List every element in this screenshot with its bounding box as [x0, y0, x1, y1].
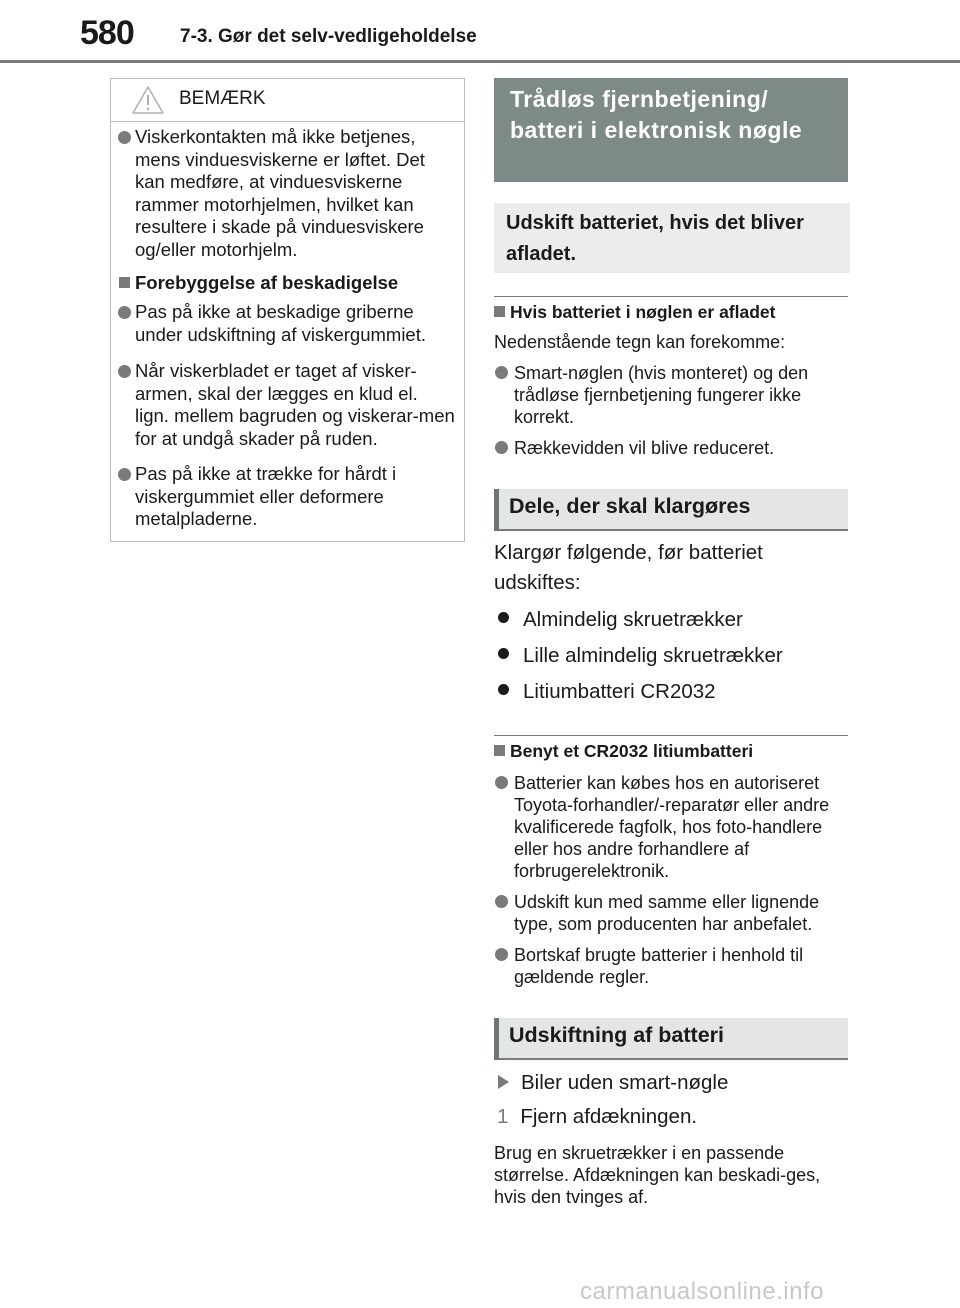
bullet-icon — [495, 366, 508, 379]
note-item: Pas på ikke at beskadige griberne under udskiftning af viskergummiet. — [135, 301, 455, 346]
bullet-icon — [495, 441, 508, 454]
bullet-icon — [118, 468, 131, 481]
step-item: 1 Fjern afdækningen. — [497, 1105, 698, 1128]
bullet-icon — [118, 131, 131, 144]
bullet-icon — [495, 776, 508, 789]
heading-bar-parts — [494, 489, 848, 531]
heading-replace: Udskiftning af batteri — [509, 1023, 725, 1047]
step-number: 1 — [497, 1105, 509, 1128]
list-item: Litiumbatteri CR2032 — [494, 680, 716, 704]
subheading-cr2032: Benyt et CR2032 litiumbatteri — [494, 741, 753, 762]
page-number: 580 — [80, 14, 134, 52]
paragraph: Klargør følgende, før batteriet udskiftes: — [494, 541, 763, 594]
square-bullet-icon — [494, 306, 505, 317]
heading-bar-replace — [494, 1018, 848, 1060]
page-header — [0, 0, 960, 62]
divider — [494, 735, 848, 736]
note-title: BEMÆRK — [179, 88, 266, 109]
square-bullet-icon — [494, 745, 505, 756]
watermark: carmanualsonline.info — [580, 1278, 824, 1305]
list-item: Bortskaf brugte batterier i henhold til gældende regler. — [514, 944, 848, 988]
list-item: Udskift kun med samme eller lignende type, som producenten har anbefalet. — [514, 891, 848, 935]
warning-triangle-icon — [131, 85, 165, 115]
square-bullet-icon — [119, 277, 130, 288]
paragraph: Brug en skruetrækker i en passende størrelse. Afdækningen kan beskadi-ges, hvis den tvinges af. — [494, 1143, 821, 1207]
arrow-list-item: Biler uden smart-nøgle — [494, 1071, 728, 1095]
note-box — [110, 78, 465, 542]
arrow-right-icon — [498, 1075, 509, 1089]
list-item: Rækkevidden vil blive reduceret. — [514, 437, 848, 459]
bullet-icon — [498, 648, 509, 659]
section-title-box — [494, 78, 848, 182]
note-item: Pas på ikke at trække for hårdt i viskergummiet eller deformere metalpladerne. — [135, 463, 455, 531]
note-item: Når viskerbladet er taget af visker-armen, skal der lægges en klud el. lign. mellem bagruden og viskerar-men for at undgå skader på ruden. — [135, 360, 455, 450]
list-item: Lille almindelig skruetrækker — [494, 644, 783, 668]
header-rule — [0, 60, 960, 63]
bullet-icon — [498, 612, 509, 623]
bullet-icon — [118, 306, 131, 319]
list-item: Smart-nøglen (hvis monteret) og den trådløse fjernbetjening fungerer ikke korrekt. — [514, 362, 848, 428]
note-header — [111, 79, 464, 122]
list-item: Batterier kan købes hos en autoriseret Toyota-forhandler/-reparatør eller andre kvalificerede fagfolk, hos foto-handlere eller hos andre forhandlere af forbrugerelektronik. — [514, 772, 848, 882]
note-item: Viskerkontakten må ikke betjenes, mens vinduesviskerne er løftet. Det kan medføre, at vinduesviskerne rammer motorhjelmen, hvilket kan resultere i skade på vinduesviskere og/eller motorhjelm. — [135, 126, 455, 261]
list-item: Almindelig skruetrækker — [494, 608, 743, 632]
intro-text: Udskift batteriet, hvis det bliver afladet. — [506, 212, 804, 265]
paragraph: Nedenstående tegn kan forekomme: — [494, 332, 786, 352]
heading-parts: Dele, der skal klargøres — [509, 494, 751, 518]
divider — [494, 296, 848, 297]
subheading-battery-flat: Hvis batteriet i nøglen er afladet — [494, 302, 775, 323]
section-heading: Trådløs fjernbetjening/ batteri i elektronisk nøgle — [510, 86, 803, 143]
intro-box — [494, 203, 850, 273]
bullet-icon — [498, 684, 509, 695]
section-title: 7-3. Gør det selv-vedligeholdelse — [180, 26, 477, 47]
bullet-icon — [495, 895, 508, 908]
note-subheading: Forebyggelse af beskadigelse — [119, 272, 398, 294]
bullet-icon — [495, 948, 508, 961]
bullet-icon — [118, 365, 131, 378]
